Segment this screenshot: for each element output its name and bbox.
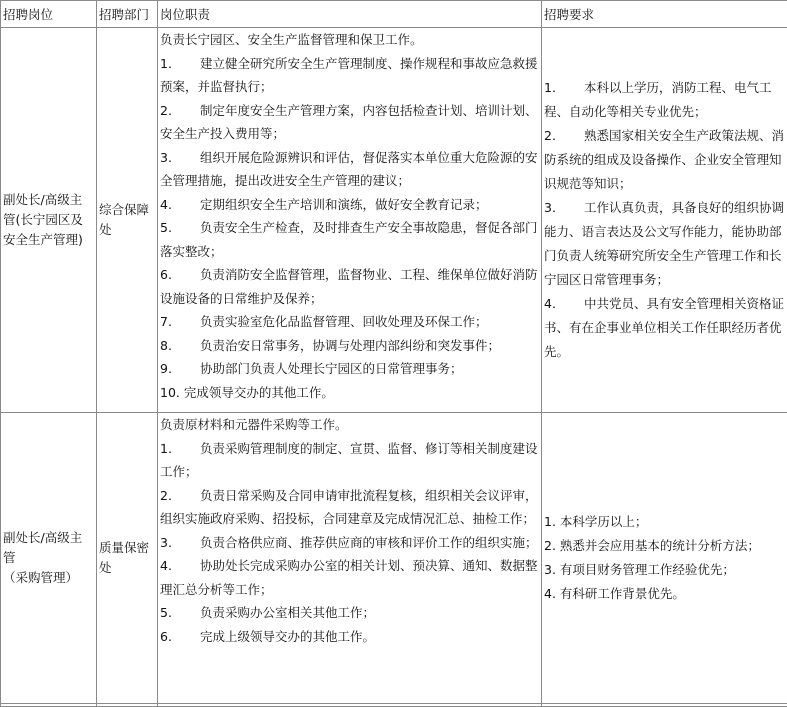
requirement-number: 4. [544, 292, 584, 316]
header-duties: 岗位职责 [158, 1, 542, 28]
duty-number: 5. [160, 601, 200, 625]
duty-item [160, 310, 539, 334]
duty-item [160, 531, 539, 555]
duty-text: 负责合格供应商、推荐供应商的审核和评价工作的组织实施； [200, 535, 538, 550]
requirement-number: 3. [544, 196, 584, 220]
requirements-cell [542, 413, 787, 704]
requirement-number: 1. [544, 76, 584, 100]
position-line: 副处长/高级主 [3, 528, 94, 548]
requirement-item [544, 582, 785, 606]
requirement-number: 2. [544, 124, 584, 148]
duties-cell [158, 704, 542, 707]
duty-text: 制定年度安全生产管理方案，内容包括检查计划、培训计划、安全生产投入费用等； [160, 103, 538, 142]
duty-text: 负责实验室危化品监督管理、回收处理及环保工作； [200, 314, 488, 329]
duty-number: 7. [160, 310, 200, 334]
duty-item [160, 216, 539, 263]
duty-item [160, 357, 539, 381]
header-position: 招聘岗位 [1, 1, 97, 28]
duty-number: 3. [160, 146, 200, 170]
requirement-item [544, 510, 785, 534]
duty-number: 8. [160, 334, 200, 358]
duty-number: 4. [160, 554, 200, 578]
duty-number: 1. [160, 437, 200, 461]
duty-number: 1. [160, 52, 200, 76]
requirement-text: 工作认真负责，具备良好的组织协调能力、语言表达及公文写作能力，能协助部门负责人统筹研究所安全生产管理工作和长宁园区日常管理事务； [544, 200, 784, 287]
duty-text: 负责日常采购及合同申请审批流程复核，组织相关会议评审，组织实施政府采购、招投标，合同建章及完成情况汇总、抽检工作； [160, 488, 538, 527]
table-row [1, 28, 787, 413]
duties-intro: 负责长宁园区、安全生产监督管理和保卫工作。 [160, 28, 539, 52]
department-cell [97, 704, 158, 707]
duty-text: 定期组织安全生产培训和演练，做好安全教育记录； [200, 197, 488, 212]
requirement-text: 有项目财务管理工作经验优先； [560, 562, 735, 577]
duty-item [160, 554, 539, 601]
duty-text: 完成上级领导交办的其他工作。 [200, 629, 375, 644]
department-line: 处 [99, 220, 155, 240]
table-row [1, 704, 787, 707]
requirement-text: 有科研工作背景优先。 [560, 586, 685, 601]
requirement-text: 本科学历以上； [560, 514, 648, 529]
duty-text: 协助部门负责人处理长宁园区的日常管理事务； [200, 361, 463, 376]
position-cell [1, 28, 97, 413]
duty-number: 6. [160, 625, 200, 649]
position-line: 管(长宁园区及 [3, 210, 94, 230]
duty-item [160, 484, 539, 531]
position-line: 管 [3, 548, 94, 568]
requirement-number: 1. [544, 514, 556, 529]
requirement-item [544, 76, 785, 124]
department-cell [97, 28, 158, 413]
duty-number: 4. [160, 193, 200, 217]
table-row [1, 413, 787, 704]
duty-number: 10. [160, 385, 180, 400]
department-line: 处 [99, 558, 155, 578]
duty-item [160, 381, 539, 405]
duty-item [160, 193, 539, 217]
duties-intro: 负责原材料和元器件采购等工作。 [160, 413, 539, 437]
duty-text: 协助处长完成采购办公室的相关计划、预决算、通知、数据整理汇总分析等工作； [160, 558, 538, 597]
duty-text: 负责治安日常事务，协调与处理内部纠纷和突发事件； [200, 338, 500, 353]
requirements-cell [542, 704, 787, 707]
requirement-text: 中共党员、具有安全管理相关资格证书、有在企事业单位相关工作任职经历者优先。 [544, 296, 784, 359]
duty-text: 负责采购管理制度的制定、宣贯、监督、修订等相关制度建设工作； [160, 441, 538, 480]
position-cell [1, 413, 97, 704]
requirement-item [544, 124, 785, 196]
duty-text: 负责采购办公室相关其他工作； [200, 605, 375, 620]
requirement-item [544, 534, 785, 558]
duty-number: 2. [160, 484, 200, 508]
requirement-number: 2. [544, 538, 556, 553]
requirement-number: 3. [544, 562, 556, 577]
requirement-text: 熟悉国家相关安全生产政策法规、消防系统的组成及设备操作、企业安全管理知识规范等知识； [544, 128, 784, 191]
duty-number: 6. [160, 263, 200, 287]
requirement-text: 本科以上学历，消防工程、电气工程、自动化等相关专业优先； [544, 80, 772, 119]
department-line: 质量保密 [99, 538, 155, 558]
duty-number: 2. [160, 99, 200, 123]
duty-number: 9. [160, 357, 200, 381]
requirement-text: 熟悉并会应用基本的统计分析方法； [560, 538, 760, 553]
duty-text: 负责消防安全监督管理，监督物业、工程、维保单位做好消防设施设备的日常维护及保养； [160, 267, 538, 306]
position-line: 副处长/高级主 [3, 190, 94, 210]
duty-item [160, 263, 539, 310]
header-row [1, 1, 787, 28]
position-line: 安全生产管理) [3, 230, 94, 250]
requirement-item [544, 196, 785, 292]
duties-cell [158, 413, 542, 704]
position-line: （采购管理） [3, 568, 94, 588]
header-requirements: 招聘要求 [542, 1, 787, 28]
duty-item [160, 625, 539, 649]
requirement-item [544, 558, 785, 582]
duty-number: 5. [160, 216, 200, 240]
duty-item [160, 601, 539, 625]
duty-item [160, 99, 539, 146]
position-cell [1, 704, 97, 707]
duty-item [160, 437, 539, 484]
duty-number: 3. [160, 531, 200, 555]
header-department: 招聘部门 [97, 1, 158, 28]
duty-item [160, 334, 539, 358]
duty-text: 组织开展危险源辨识和评估，督促落实本单位重大危险源的安全管理措施，提出改进安全生产管理的建议； [160, 150, 538, 189]
department-line: 综合保障 [99, 200, 155, 220]
duty-item [160, 146, 539, 193]
duty-text: 完成领导交办的其他工作。 [184, 385, 334, 400]
duty-item [160, 52, 539, 99]
duties-cell [158, 28, 542, 413]
duty-text: 建立健全研究所安全生产管理制度、操作规程和事故应急救援预案，并监督执行； [160, 56, 538, 95]
department-cell [97, 413, 158, 704]
requirement-item [544, 292, 785, 364]
requirements-cell [542, 28, 787, 413]
requirement-number: 4. [544, 586, 556, 601]
duty-text: 负责安全生产检查，及时排查生产安全事故隐患，督促各部门落实整改； [160, 220, 538, 259]
